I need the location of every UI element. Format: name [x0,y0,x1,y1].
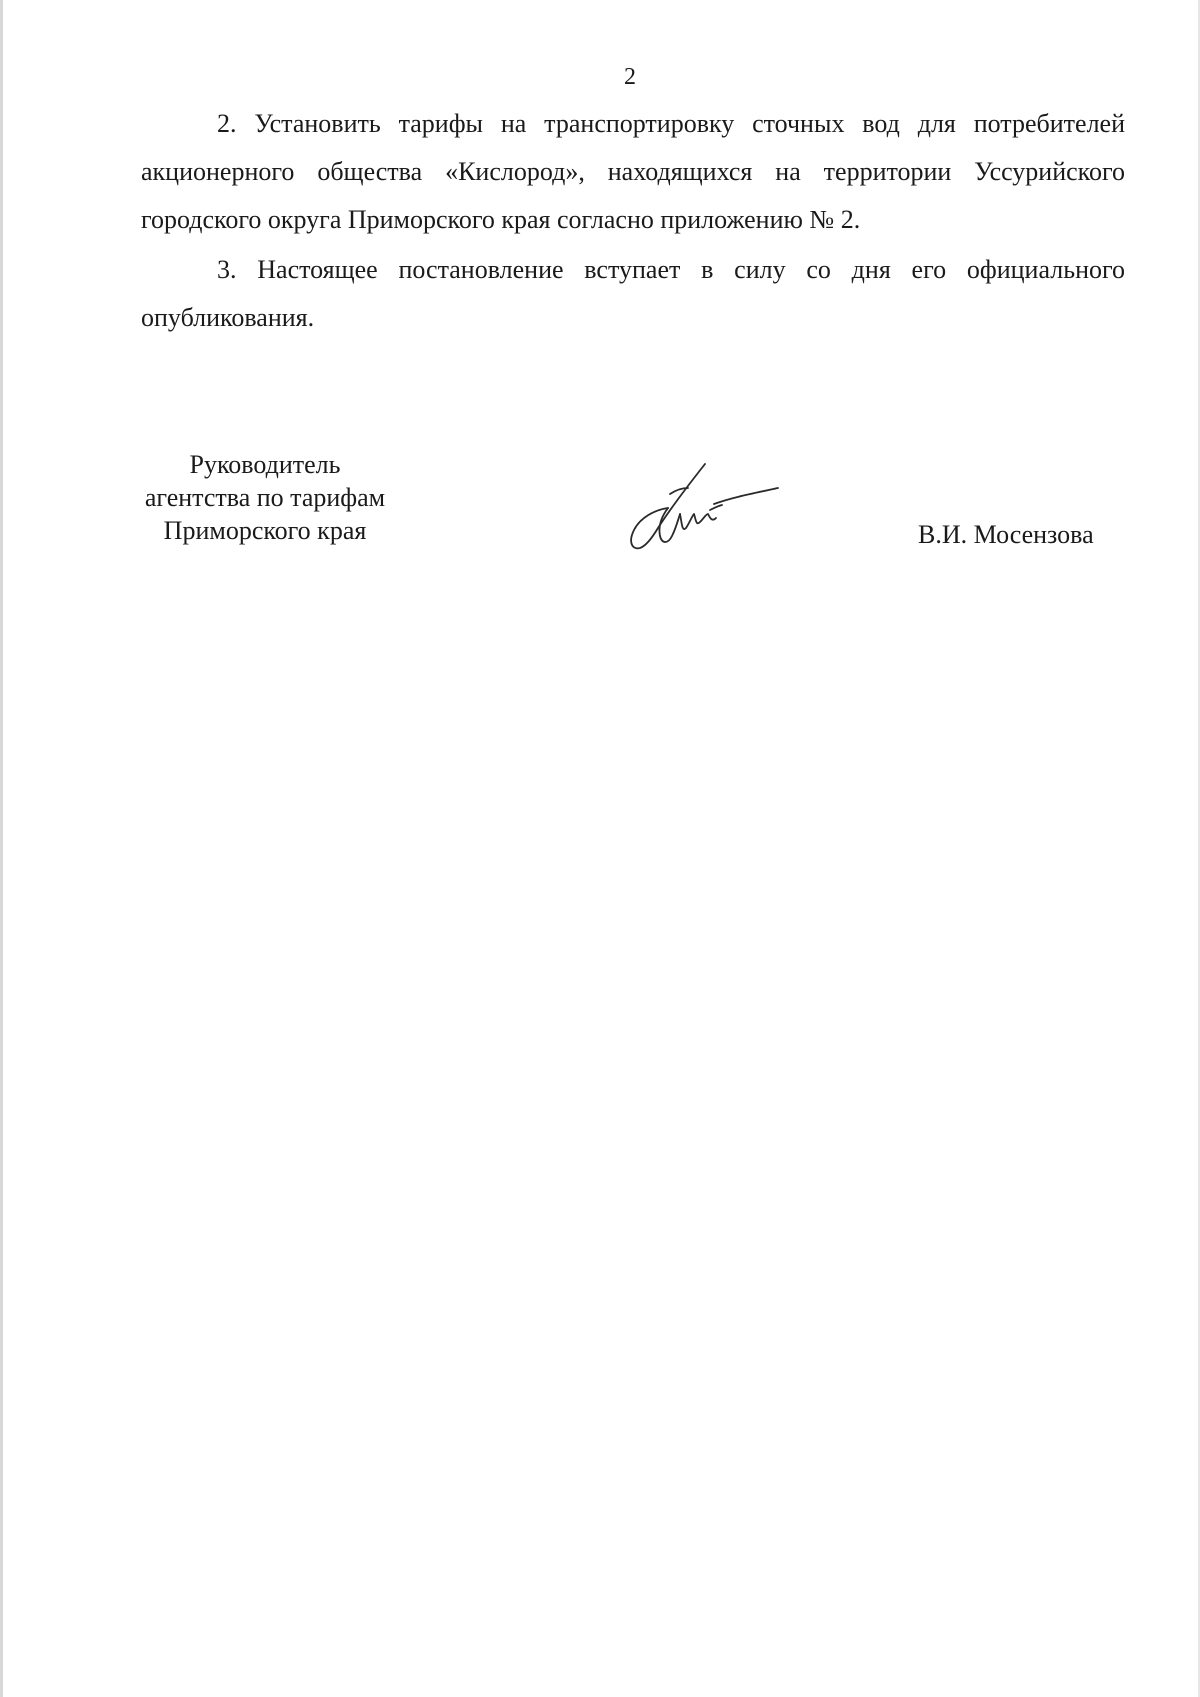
paragraph-2: 2. Установить тарифы на транспортировку сточных вод для потребителей акционерного общества «Кислород», находящихся на территории Уссурийского городского округа Приморского края согласно приложению № 2. [141,109,1125,234]
signer-name: В.И. Мосензова [918,520,1094,549]
signer-position [120,448,410,547]
handwritten-signature-icon [610,458,790,553]
signer-position-line: агентства по тарифам [144,483,386,512]
paragraph-3: 3. Настоящее постановление вступает в силу со дня его официального опубликования. [141,255,1125,332]
page-number: 2 [624,64,636,90]
scan-edge-left [0,0,3,1697]
signer-position-line: Приморского края [163,516,367,545]
signer-position-line: Руководитель [189,450,341,479]
